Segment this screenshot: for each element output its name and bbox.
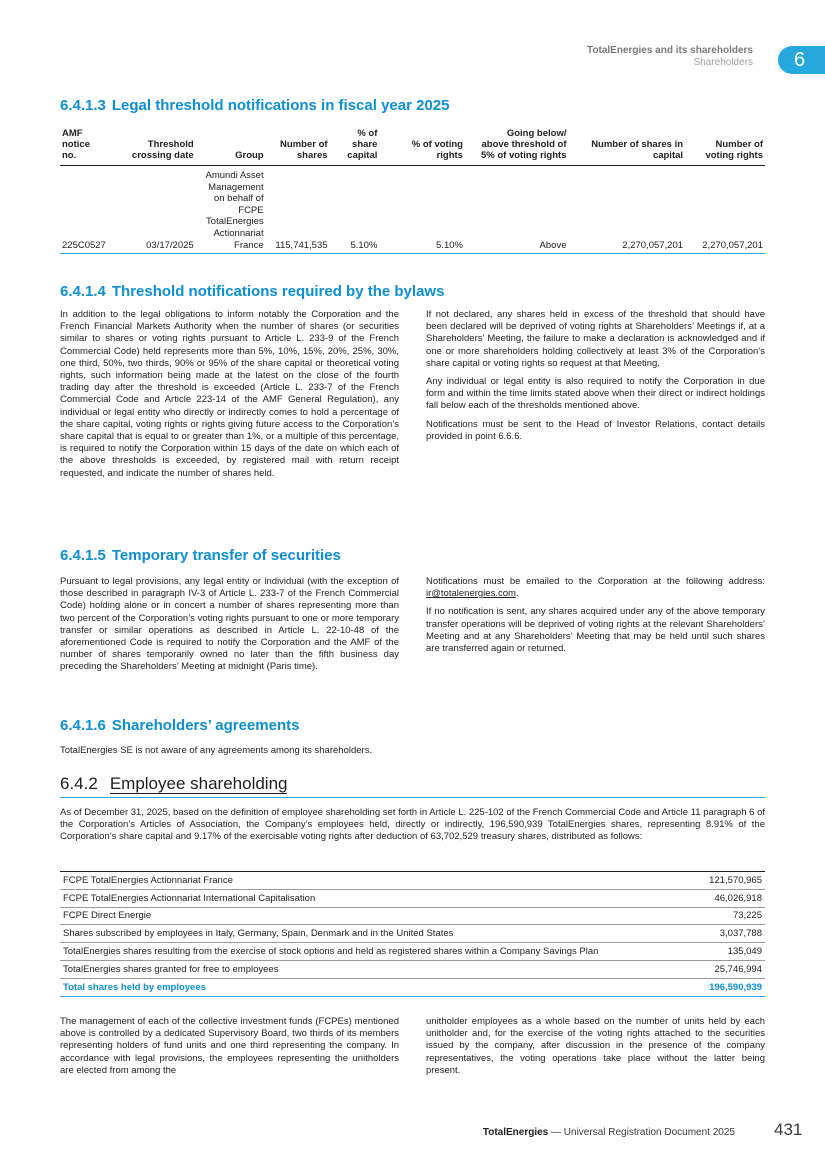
section-rule	[60, 797, 765, 798]
table-row	[60, 889, 765, 907]
col-header-shares: Number of shares	[280, 139, 328, 161]
paragraph: If not declared, any shares held in excess of the threshold that should have been declared will be deprived of voting rights at Shareholders’ Meetings if, at a Shareholders’ Meeting, the failure to make a declaration is acknowledged and if one or more shareholders holding collectively at least 3% of the Corporation’s share capital or voting rights so request at that Meeting.	[426, 309, 765, 369]
cell-pct-capital: 5.10%	[350, 239, 378, 251]
bylaws-right-column	[426, 309, 765, 449]
footer-brand: TotalEnergies	[482, 1127, 549, 1138]
paragraph: In addition to the legal obligations to inform notably the Corporation and the French Financial Markets Authority when the number of shares (or securities similar to shares or voting rights pursuant to Article L. 233-9 of the French Commercial Code) held represents more than 5%, 10%, 15%, 20%, 25%, 30%, one third, 50%, two thirds, 90% or 95% of the share capital or theoretical voting rights, such information being made at the latest on the close of the fourth trading day after the threshold is exceeded (Article L. 233-7 of the French Commercial Code and Article 223-14 of the AMF General Regulation), any individual or legal entity who directly or indirectly comes to hold a percentage of the share capital, voting rights or rights giving future access to the Corporation’s share capital that is equal to or greater than 1%, or a multiple of this percentage, is required to notify the Corporation within 15 days of the date on which each of the above thresholds is exceeded, by registered mail with return receipt requested, and indicate the number of shares held.	[60, 309, 399, 479]
section-number: 6.4.1.3	[60, 97, 106, 114]
section-heading-6414	[60, 283, 444, 300]
table-total-row	[60, 978, 765, 996]
section-heading-6415	[60, 547, 341, 564]
paragraph: Notifications must be sent to the Head of Investor Relations, contact details provided in point 6.6.6.	[426, 418, 765, 442]
total-value: 196,590,939	[709, 981, 762, 993]
section-title: Temporary transfer of securities	[111, 547, 341, 564]
section-heading-642	[60, 774, 287, 794]
employee-shareholding-table	[60, 871, 765, 997]
section-title: Legal threshold notifications in fiscal year 2025	[111, 97, 450, 114]
paragraph: The management of each of the collective investment funds (FCPEs) mentioned above is controlled by a dedicated Supervisory Board, two thirds of its members representing holders of fund units and one third representing the company. In accordance with legal provisions, the employees representing the unitholders are elected from among the	[60, 1016, 399, 1076]
agreements-text	[60, 745, 765, 763]
section-heading-6413	[60, 97, 449, 114]
cell-going: Above	[539, 239, 567, 251]
section-number: 6.4.1.5	[60, 547, 106, 564]
paragraph: TotalEnergies SE is not aware of any agreements among its shareholders.	[60, 745, 373, 756]
col-header-amf: AMF notice no.	[62, 128, 90, 161]
cell-shares-capital: 2,270,057,201	[622, 239, 684, 251]
col-header-going: Going below/ above threshold of 5% of voting rights	[480, 128, 567, 161]
row-value: 73,225	[732, 910, 762, 922]
table-row	[60, 872, 765, 890]
footer-document-title	[483, 1127, 735, 1138]
chapter-tab: 6	[778, 46, 825, 74]
cell-amf: 225C0527	[62, 239, 106, 251]
table-row	[60, 960, 765, 978]
temporary-transfer-left-column	[60, 576, 399, 680]
paragraph: If no notification is sent, any shares acquired under any of the above temporary transfer operations will be deprived of voting rights at the relevant Shareholders’ Meeting and at any Shareholders’ Meeting that may be held until such shares are transferred again or returned.	[426, 606, 765, 655]
temporary-transfer-right-column	[426, 576, 765, 661]
row-value: 46,026,918	[714, 892, 762, 904]
row-value: 3,037,788	[719, 928, 762, 940]
fcpe-right-column	[426, 1016, 765, 1083]
row-label: Shares subscribed by employees in Italy, Germany, Spain, Denmark and in the United States	[63, 928, 454, 940]
row-value: 135,049	[727, 946, 762, 958]
row-label: TotalEnergies shares granted for free to employees	[63, 963, 279, 975]
running-header-title: TotalEnergies and its shareholders	[587, 45, 753, 56]
total-label: Total shares held by employees	[63, 981, 206, 993]
paragraph: As of December 31, 2025, based on the definition of employee shareholding set forth in Article L. 225-102 of the French Commercial Code and Article 11 paragraph 6 of the Corporation’s Articles of Association, the Company’s employees held, directly or indirectly, 196,590,939 TotalEnergies shares, representing 8.91% of the Corporation’s share capital and 9.17% of the exercisable voting rights after deduction of 63,702,529 treasury shares, distributed as follows:	[60, 807, 765, 843]
paragraph: Pursuant to legal provisions, any legal entity or individual (with the exception of those described in paragraph IV-3 of Article L. 233-7 of the French Commercial Code) holding alone or in concert a number of shares representing more than two percent of the Corporation’s voting rights pursuant to one or more temporary transfer or similar operations as described in Article L. 22-10-48 of the aforementioned Code is required to notify the Corporation and the AMF of the number of shares temporarily owned no later than the fifth business day preceding the Shareholders’ Meeting at midnight (Paris time).	[60, 576, 399, 673]
section-title: Threshold notifications required by the bylaws	[111, 283, 445, 300]
table-header-row	[60, 128, 765, 166]
email-link[interactable]: ir@totalenergies.com	[426, 588, 516, 600]
col-header-pct-capital: % of share capital	[347, 128, 378, 161]
table-row	[60, 907, 765, 925]
page-number: 431	[774, 1120, 803, 1139]
cell-date: 03/17/2025	[146, 239, 194, 251]
row-label: FCPE Direct Energie	[63, 910, 152, 922]
paragraph: Any individual or legal entity is also required to notify the Corporation in due form and within the time limits stated above when their direct or indirect holdings fall below each of the thresholds mentioned above.	[426, 376, 765, 412]
col-header-pct-voting: % of voting rights	[411, 139, 463, 161]
running-header-subtitle: Shareholders	[693, 57, 753, 68]
cell-voting-rights: 2,270,057,201	[702, 239, 763, 251]
table-row	[60, 943, 765, 961]
section-number: 6.4.2	[60, 774, 98, 793]
section-title: Shareholders’ agreements	[111, 717, 300, 734]
table-row	[60, 166, 765, 254]
col-header-group: Group	[235, 150, 264, 161]
col-header-date: Threshold crossing date	[131, 139, 194, 161]
fcpe-left-column	[60, 1016, 399, 1083]
col-header-voting-rights: Number of voting rights	[705, 139, 763, 161]
row-value: 25,746,994	[714, 963, 762, 975]
footer-doc: — Universal Registration Document 2025	[548, 1127, 735, 1138]
cell-group: Amundi Asset Management on behalf of FCPE TotalEnergies Actionnariat France	[205, 170, 264, 251]
employee-shareholding-intro	[60, 807, 765, 850]
paragraph: Notifications must be emailed to the Corporation at the following address: ir@totalenergies.com.	[426, 576, 765, 600]
paragraph: unitholder employees as a whole based on the number of units held by each unitholder and, for the exercise of the voting rights attached to the securities issued by the company, after discussion in the presence of the company representatives, the voting operations take place without the latter being present.	[426, 1016, 765, 1076]
table-row	[60, 925, 765, 943]
bylaws-left-column	[60, 309, 399, 486]
row-value: 121,570,965	[709, 874, 762, 886]
row-label: FCPE TotalEnergies Actionnariat France	[63, 874, 233, 886]
row-label: TotalEnergies shares resulting from the exercise of stock options and held as registered shares within a Company Savings Plan	[63, 946, 599, 958]
section-heading-6416	[60, 717, 299, 734]
col-header-shares-capital: Number of shares in capital	[591, 139, 684, 161]
cell-shares: 115,741,535	[275, 239, 328, 251]
cell-pct-voting: 5.10%	[436, 239, 463, 251]
row-label: FCPE TotalEnergies Actionnariat International Capitalisation	[63, 892, 316, 904]
section-number: 6.4.1.4	[60, 283, 106, 300]
section-number: 6.4.1.6	[60, 717, 106, 734]
threshold-notification-table	[60, 128, 765, 254]
section-title: Employee shareholding	[109, 774, 288, 793]
